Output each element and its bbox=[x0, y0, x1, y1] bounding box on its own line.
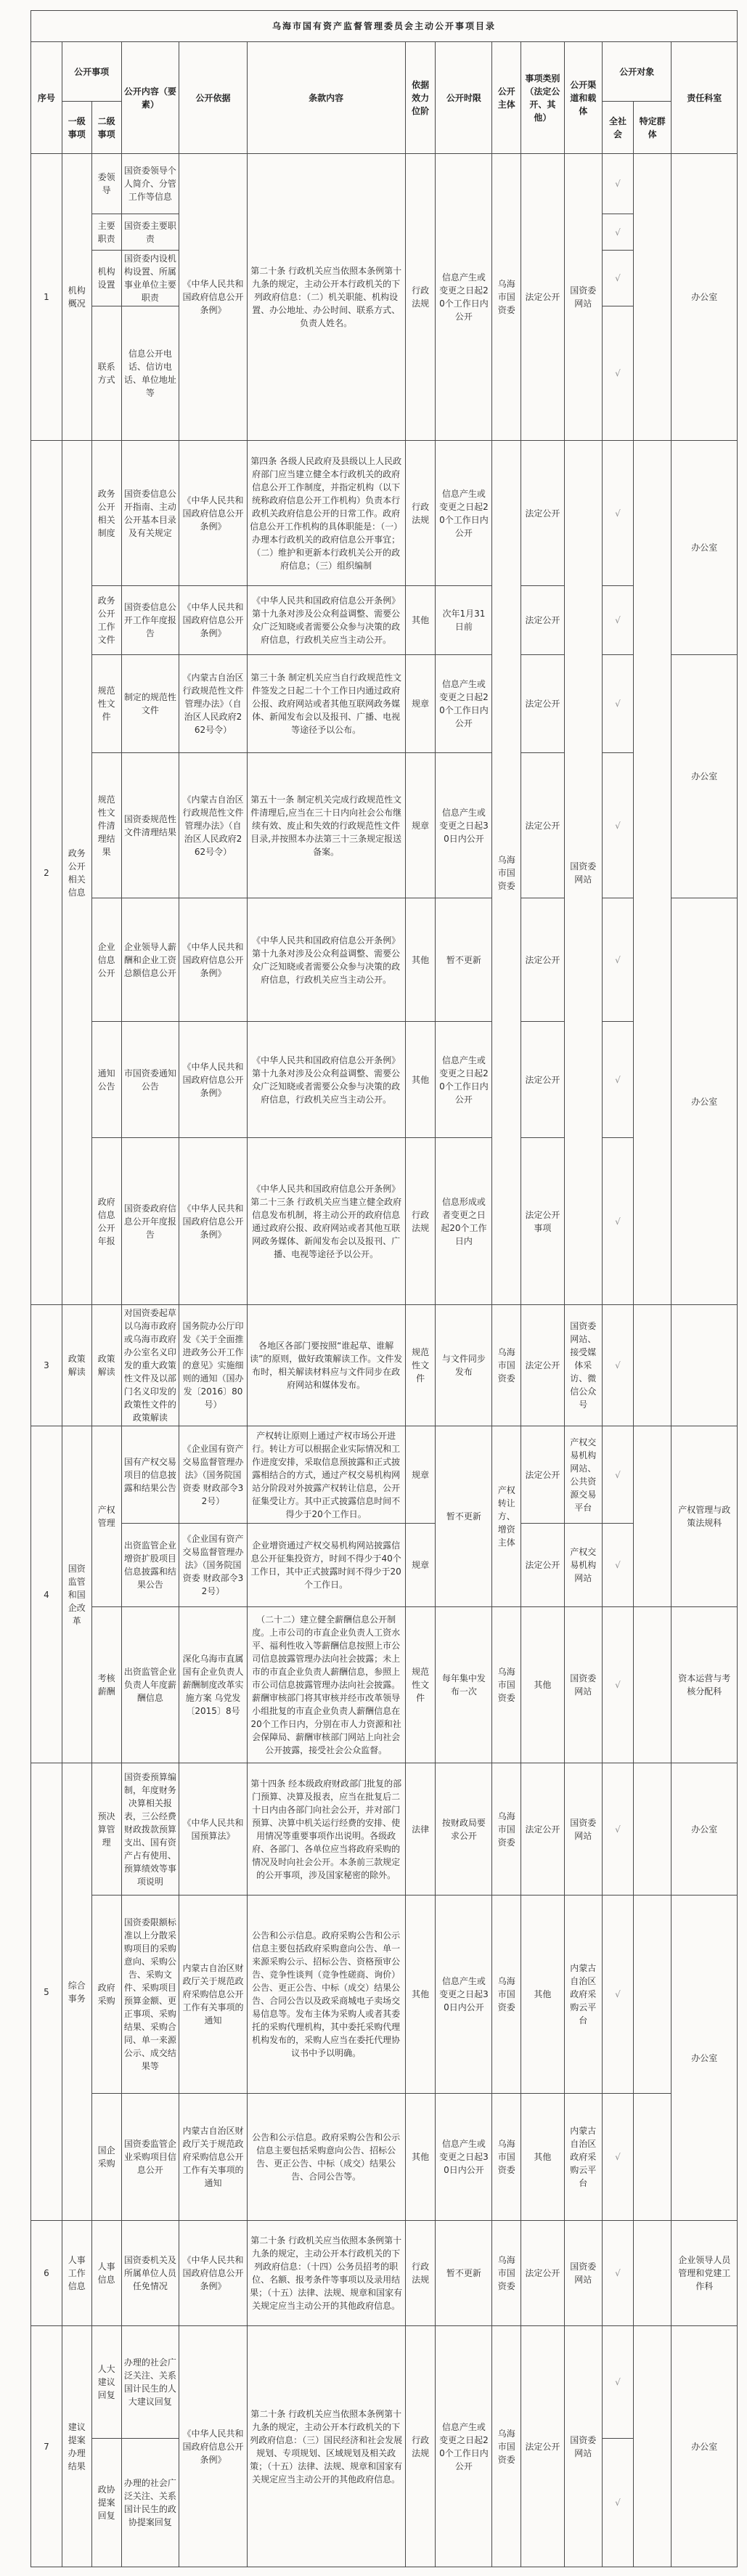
rank-cell: 其他 bbox=[405, 586, 436, 655]
subject-cell: 乌海市国资委 bbox=[492, 1607, 521, 1763]
deadline-cell: 信息产生或变更之日起20个工作日内公开 bbox=[436, 655, 492, 753]
basis-cell: 《企业国有资产交易监督管理办法》（国务院国资委 财政部令32号） bbox=[179, 1426, 247, 1524]
all-society-check: √ bbox=[603, 655, 634, 753]
header-specific-group: 特定群体 bbox=[633, 102, 672, 154]
clause-cell: 《中华人民共和国政府信息公开条例》第十九条对涉及公众利益调整、需要公众广泛知晓或者需要公众参与决策的政府信息，行政机关应当主动公开。 bbox=[247, 586, 405, 655]
deadline-cell: 信息产生或变更之日起20个工作日内公开 bbox=[436, 154, 492, 441]
category-cell: 其他 bbox=[521, 1896, 564, 2094]
level2-cell: 国企采购 bbox=[91, 2094, 121, 2221]
header-clause: 条款内容 bbox=[247, 42, 405, 154]
clause-cell: 公告和公示信息。政府采购公告和公示信息主要包括采购意向公告、招标公告、更正公告、中标（成交）结果公告、合同公告等。 bbox=[247, 2094, 405, 2221]
category-cell: 法定公开 bbox=[521, 154, 564, 441]
rank-cell: 法律 bbox=[405, 1763, 436, 1896]
subject-cell: 乌海市国资委 bbox=[492, 2094, 521, 2221]
header-basis: 公开依据 bbox=[179, 42, 247, 154]
dept-cell: 办公室 bbox=[672, 1896, 738, 2221]
category-cell: 法定公开 bbox=[521, 1426, 564, 1524]
all-society-check: √ bbox=[603, 1022, 634, 1138]
specific-group-cell bbox=[633, 1763, 672, 1896]
rank-cell: 其他 bbox=[405, 1896, 436, 2094]
deadline-cell: 与文件同步发布 bbox=[436, 1305, 492, 1426]
deadline-cell: 信息产生或变更之日起30日内公开 bbox=[436, 753, 492, 898]
basis-cell: 《中华人民共和国政府信息公开条例》 bbox=[179, 1022, 247, 1138]
deadline-cell: 暂不更新 bbox=[436, 1426, 492, 1607]
level1-cell: 机构概况 bbox=[62, 154, 91, 441]
level2-cell: 人大建议回复 bbox=[91, 2326, 121, 2439]
clause-cell: 公告和公示信息。政府采购公告和公示信息主要包括政府采购意向公告、单一来源采购公示、招标公告、资格预审公告、竞争性谈判（竞争性磋商、询价）公告、更正公告、中标（成交）结果公告、合同公告以及政采商城电子卖场交易信息等。发布主体为采购人或者其委托的采购代理机构，其中委托采购代理机构发布的，采购人应当在委托代理协议书中予以明确。 bbox=[247, 1896, 405, 2094]
all-society-check: √ bbox=[603, 1426, 634, 1524]
dept-cell: 资本运营与考核分配科 bbox=[672, 1607, 738, 1763]
header-item-l2: 二级事项 bbox=[91, 102, 121, 154]
category-cell: 法定公开事项 bbox=[521, 1138, 564, 1305]
category-cell: 法定公开 bbox=[521, 1022, 564, 1138]
level2-cell: 规范性文件清理结果 bbox=[91, 753, 121, 898]
channel-cell: 内蒙古自治区政府采购云平台 bbox=[564, 1896, 603, 2094]
rank-cell: 行政法规 bbox=[405, 154, 436, 441]
clause-cell: 第四条 各级人民政府及县级以上人民政府部门应当建立健全本行政机关的政府信息公开工作制度，并指定机构（以下统称政府信息公开工作机构）负责本行政机关政府信息公开的日常工作。政府信息公开工作机构的具体职能是：（一）办理本行政机关的政府信息公开事宜；（二）维护和更新本行政机关公开的政府信息；（三）组织编制 bbox=[247, 441, 405, 586]
all-society-check: √ bbox=[603, 2221, 634, 2326]
subject-cell: 乌海市国资委 bbox=[492, 1305, 521, 1426]
header-item-l1: 一级事项 bbox=[62, 102, 91, 154]
basis-cell: 《中华人民共和国政府信息公开条例》 bbox=[179, 441, 247, 586]
serial-cell: 4 bbox=[31, 1426, 62, 1763]
all-society-check: √ bbox=[603, 753, 634, 898]
all-society-check: √ bbox=[603, 1138, 634, 1305]
rank-cell: 行政法规 bbox=[405, 441, 436, 586]
content-cell: 出资监管企业增资扩股项目信息披露和结果公告 bbox=[121, 1524, 179, 1607]
serial-cell: 3 bbox=[31, 1305, 62, 1426]
content-cell: 信息公开电话、信访电话、单位地址等 bbox=[121, 306, 179, 441]
clause-cell: 第五十一条 制定机关完成行政规范性文件清理后,应当在三十日内向社会公布继续有效、废止和失效的行政规范性文件目录,并按照本办法第三十三条规定报送备案。 bbox=[247, 753, 405, 898]
category-cell: 法定公开 bbox=[521, 586, 564, 655]
subject-cell: 乌海市国资委 bbox=[492, 1763, 521, 1896]
channel-cell: 国资委网站 bbox=[564, 1763, 603, 1896]
level2-cell: 政务公开相关制度 bbox=[91, 441, 121, 586]
subject-cell: 乌海市国资委 bbox=[492, 441, 521, 1305]
specific-group-cell bbox=[633, 1607, 672, 1763]
dept-cell: 办公室 bbox=[672, 154, 738, 441]
content-cell: 市国资委通知公告 bbox=[121, 1022, 179, 1138]
deadline-cell: 暂不更新 bbox=[436, 2221, 492, 2326]
specific-group-cell bbox=[633, 2094, 672, 2221]
header-item: 公开事项 bbox=[62, 42, 121, 102]
rank-cell: 其他 bbox=[405, 898, 436, 1022]
serial-cell: 7 bbox=[31, 2326, 62, 2567]
all-society-check: √ bbox=[603, 1763, 634, 1896]
header-channel: 公开渠道和载体 bbox=[564, 42, 603, 154]
all-society-check: √ bbox=[603, 586, 634, 655]
level2-cell: 考核薪酬 bbox=[91, 1607, 121, 1763]
deadline-cell: 按财政局要求公开 bbox=[436, 1763, 492, 1896]
level2-cell: 人事信息 bbox=[91, 2221, 121, 2326]
channel-cell: 国资委网站 bbox=[564, 2221, 603, 2326]
header-no: 序号 bbox=[31, 42, 62, 154]
level2-cell: 委领导 bbox=[91, 154, 121, 214]
dept-cell: 企业领导人员管理和党建工作科 bbox=[672, 2221, 738, 2326]
subject-cell: 产权转让方、增资主体 bbox=[492, 1426, 521, 1607]
level2-cell: 政府采购 bbox=[91, 1896, 121, 2094]
rank-cell: 规章 bbox=[405, 753, 436, 898]
specific-group-cell bbox=[633, 1896, 672, 2094]
header-rank: 依据效力位阶 bbox=[405, 42, 436, 154]
all-society-check: √ bbox=[603, 1896, 634, 2094]
clause-cell: 产权转让原则上通过产权市场公开进行。转让方可以根据企业实际情况和工作进度安排，采取信息预披露和正式披露相结合的方式，通过产权交易机构网站分阶段对外披露产权转让信息，公开征集受让方。其中正式披露信息时间不得少于20个工作日。 bbox=[247, 1426, 405, 1524]
dept-cell: 办公室 bbox=[672, 441, 738, 655]
clause-cell: 第十四条 经本级政府财政部门批复的部门预算、决算及报表，应当在批复后二十日内由各部门向社会公开，并对部门预算、决算中机关运行经费的安排、使用情况等重要事项作出说明。各级政府、各部门、各单位应当将政府采购的情况及时向社会公开。本条前三款规定的公开事项，涉及国家秘密的除外。 bbox=[247, 1763, 405, 1896]
channel-cell: 国资委网站 bbox=[564, 441, 603, 1305]
category-cell: 法定公开 bbox=[521, 441, 564, 586]
rank-cell: 规范性文件 bbox=[405, 1607, 436, 1763]
level2-cell: 规范性文件 bbox=[91, 655, 121, 753]
basis-cell: 《中华人民共和国政府信息公开条例》 bbox=[179, 2326, 247, 2567]
basis-cell: 内蒙古自治区财政厅关于规范政府采购信息公开工作有关事项的通知 bbox=[179, 1896, 247, 2094]
level1-cell: 综合事务 bbox=[62, 1763, 91, 2221]
content-cell: 国资委机关及所属单位人员任免情况 bbox=[121, 2221, 179, 2326]
serial-cell: 2 bbox=[31, 441, 62, 1305]
level1-cell: 国资监管和国企改革 bbox=[62, 1426, 91, 1763]
category-cell: 法定公开 bbox=[521, 753, 564, 898]
content-cell: 国资委规范性文件清理结果 bbox=[121, 753, 179, 898]
category-cell: 法定公开 bbox=[521, 898, 564, 1022]
clause-cell: 各地区各部门要按照“谁起草、谁解读”的原则，做好政策解读工作。文件发布时，相关解读材料应与文件同步在政府网站和媒体发布。 bbox=[247, 1305, 405, 1426]
deadline-cell: 信息产生或变更之日起20个工作日内公开 bbox=[436, 2326, 492, 2567]
all-society-check: √ bbox=[603, 2439, 634, 2567]
serial-cell: 6 bbox=[31, 2221, 62, 2326]
content-cell: 国资委政府信息公开年度报告 bbox=[121, 1138, 179, 1305]
rank-cell: 规章 bbox=[405, 655, 436, 753]
specific-group-cell bbox=[633, 1426, 672, 1607]
basis-cell: 《内蒙古自治区行政规范性文件管理办法》（自治区人民政府262号令） bbox=[179, 655, 247, 753]
all-society-check: √ bbox=[603, 1305, 634, 1426]
clause-cell: 第二十条 行政机关应当依照本条例第十九条的规定，主动公开本行政机关的下列政府信息：（三）国民经济和社会发展规划、专项规划、区域规划及相关政策；（十五）法律、法规、规章和国家有关规定应当主动公开的其他政府信息。 bbox=[247, 2326, 405, 2567]
rank-cell: 行政法规 bbox=[405, 2221, 436, 2326]
clause-cell: 第二十条 行政机关应当依照本条例第十九条的规定，主动公开本行政机关的下列政府信息：（十四）公务员招考的职位、名额、报考条件等事项以及录用结果；（十五）法律、法规、规章和国家有关规定应当主动公开的其他政府信息。 bbox=[247, 2221, 405, 2326]
content-cell: 企业领导人薪酬和企业工资总额信息公开 bbox=[121, 898, 179, 1022]
level2-cell: 政府信息公开年报 bbox=[91, 1138, 121, 1305]
clause-cell: 第三十条 制定机关应当自行政规范性文件签发之日起二十个工作日内通过政府公报、政府网站或者其他互联网政务媒体、新闻发布会以及报刊、广播、电视等途径予以公布。 bbox=[247, 655, 405, 753]
category-cell: 法定公开 bbox=[521, 2221, 564, 2326]
specific-group-cell bbox=[633, 154, 672, 441]
header-subject: 公开主体 bbox=[492, 42, 521, 154]
level2-cell: 政协提案回复 bbox=[91, 2439, 121, 2567]
document-table bbox=[30, 10, 738, 2567]
channel-cell: 产权交易机构网站 bbox=[564, 1524, 603, 1607]
rank-cell: 规章 bbox=[405, 1426, 436, 1524]
subject-cell: 乌海市国资委 bbox=[492, 2221, 521, 2326]
content-cell: 对国资委起草以乌海市政府或乌海市政府办公室名义印发的重大政策性文件及以部门名义印发的政策性文件的政策解读 bbox=[121, 1305, 179, 1426]
content-cell: 国有产权交易项目的信息披露和结果公告 bbox=[121, 1426, 179, 1524]
channel-cell: 国资委网站、接受媒体采访、微信公众号 bbox=[564, 1305, 603, 1426]
rank-cell: 其他 bbox=[405, 1022, 436, 1138]
deadline-cell: 信息产生或变更之日起20个工作日内公开 bbox=[436, 1022, 492, 1138]
dept-cell: 办公室 bbox=[672, 655, 738, 898]
channel-cell: 国资委网站 bbox=[564, 154, 603, 441]
serial-cell: 5 bbox=[31, 1763, 62, 2221]
basis-cell: 内蒙古自治区财政厅关于规范政府采购信息公开工作有关事项的通知 bbox=[179, 2094, 247, 2221]
rank-cell: 行政法规 bbox=[405, 1138, 436, 1305]
content-cell: 国资委内设机构设置、所属事业单位主要职责 bbox=[121, 251, 179, 306]
all-society-check: √ bbox=[603, 441, 634, 586]
content-cell: 国资委预算编制，年度财务决算相关报表，三公经费财政拨款预算支出、国有资产占有使用、预算绩效等事项说明 bbox=[121, 1763, 179, 1896]
rank-cell: 规章 bbox=[405, 1524, 436, 1607]
all-society-check: √ bbox=[603, 1524, 634, 1607]
level2-cell: 产权管理 bbox=[91, 1426, 121, 1607]
channel-cell: 产权交易机构网站、公共资源交易平台 bbox=[564, 1426, 603, 1524]
deadline-cell: 信息产生或变更之日起30日内公开 bbox=[436, 2094, 492, 2221]
clause-cell: 《中华人民共和国政府信息公开条例》第十九条对涉及公众利益调整、需要公众广泛知晓或者需要公众参与决策的政府信息，行政机关应当主动公开。 bbox=[247, 1022, 405, 1138]
rank-cell: 规范性文件 bbox=[405, 1305, 436, 1426]
subject-cell: 乌海市国资委 bbox=[492, 154, 521, 441]
clause-cell: 《中华人民共和国政府信息公开条例》第十九条对涉及公众利益调整、需要公众广泛知晓或者需要公众参与决策的政府信息，行政机关应当主动公开。 bbox=[247, 898, 405, 1022]
basis-cell: 《企业国有资产交易监督管理办法》（国务院国资委 财政部令32号） bbox=[179, 1524, 247, 1607]
basis-cell: 国务院办公厅印发《关于全面推进政务公开工作的意见》实施细则的通知（国办发〔2016〕80号） bbox=[179, 1305, 247, 1426]
header-dept: 责任科室 bbox=[672, 42, 738, 154]
header-category: 事项类别（法定公开、其他） bbox=[521, 42, 564, 154]
category-cell: 法定公开 bbox=[521, 2326, 564, 2567]
category-cell: 法定公开 bbox=[521, 1524, 564, 1607]
level2-cell: 企业信息公开 bbox=[91, 898, 121, 1022]
all-society-check: √ bbox=[603, 214, 634, 251]
basis-cell: 《中华人民共和国政府信息公开条例》 bbox=[179, 1138, 247, 1305]
dept-cell bbox=[672, 1305, 738, 1426]
header-deadline: 公开时限 bbox=[436, 42, 492, 154]
content-cell: 国资委限额标准以上分散采购项目的采购意向、采购公告、采购文件、采购项目预算金额、更正事项、采购结果、采购合同、单一来源公示、成交结果等 bbox=[121, 1896, 179, 2094]
channel-cell: 国资委网站 bbox=[564, 2326, 603, 2567]
serial-cell: 1 bbox=[31, 154, 62, 441]
rank-cell: 其他 bbox=[405, 2094, 436, 2221]
specific-group-cell bbox=[633, 441, 672, 1305]
category-cell: 法定公开 bbox=[521, 1763, 564, 1896]
basis-cell: 《中华人民共和国政府信息公开条例》 bbox=[179, 586, 247, 655]
deadline-cell: 次年1月31日前 bbox=[436, 586, 492, 655]
level2-cell: 政务公开工作文件 bbox=[91, 586, 121, 655]
level1-cell: 建议提案办理结果 bbox=[62, 2326, 91, 2567]
clause-cell: 企业增资通过产权交易机构网站披露信息公开征集投资方，时间不得少于40个工作日，其中正式披露时间不得少于20个工作日。 bbox=[247, 1524, 405, 1607]
deadline-cell: 每年集中发布一次 bbox=[436, 1607, 492, 1763]
content-cell: 国资委监管企业采购项目信息公开 bbox=[121, 2094, 179, 2221]
dept-cell: 办公室 bbox=[672, 2326, 738, 2567]
deadline-cell: 信息形成或者变更之日起20个工作日内 bbox=[436, 1138, 492, 1305]
specific-group-cell bbox=[633, 2221, 672, 2326]
basis-cell: 《中华人民共和国政府信息公开条例》 bbox=[179, 2221, 247, 2326]
category-cell: 法定公开 bbox=[521, 655, 564, 753]
all-society-check: √ bbox=[603, 1607, 634, 1763]
clause-cell: （二十二）建立健全薪酬信息公开制度。上市公司的市直企业负责人工资水平、福利性收入等薪酬信息按照上市公司信息披露管理办法向社会披露；未上市的市直企业负责人薪酬信息，参照上市公司信息披露管理办法向社会披露。薪酬审核部门将其审核并经市改革领导小组批复的市直企业负责人薪酬信息在20个工作日内，分别在市人力资源和社会保障局、薪酬审核部门网站上向社会公开披露，接受社会公众监督。 bbox=[247, 1607, 405, 1763]
all-society-check: √ bbox=[603, 2094, 634, 2221]
subject-cell: 乌海市国资委 bbox=[492, 1896, 521, 2094]
clause-cell: 《中华人民共和国政府信息公开条例》第二十三条 行政机关应当建立健全政府信息发布机制，将主动公开的政府信息通过政府公报、政府网站或者其他互联网政务媒体、新闻发布会以及报刊、广播、电视等途径予以公开。 bbox=[247, 1138, 405, 1305]
level1-cell: 人事工作信息 bbox=[62, 2221, 91, 2326]
specific-group-cell bbox=[633, 1305, 672, 1426]
level2-cell: 政策解读 bbox=[91, 1305, 121, 1426]
header-all-society: 全社会 bbox=[603, 102, 634, 154]
dept-cell: 办公室 bbox=[672, 898, 738, 1305]
deadline-cell: 信息产生或变更之日起20个工作日内公开 bbox=[436, 441, 492, 586]
level2-cell: 预决算管理 bbox=[91, 1763, 121, 1896]
all-society-check: √ bbox=[603, 2326, 634, 2439]
content-cell: 办理的社会广泛关注、关系国计民生的政协提案回复 bbox=[121, 2439, 179, 2567]
header-target: 公开对象 bbox=[603, 42, 672, 102]
content-cell: 办理的社会广泛关注、关系国计民生的人大建议回复 bbox=[121, 2326, 179, 2439]
level1-cell: 政策解读 bbox=[62, 1305, 91, 1426]
basis-cell: 《中华人民共和国预算法》 bbox=[179, 1763, 247, 1896]
level2-cell: 联系方式 bbox=[91, 306, 121, 441]
level1-cell: 政务公开相关信息 bbox=[62, 441, 91, 1305]
level2-cell: 主要职责 bbox=[91, 214, 121, 251]
basis-cell: 深化乌海市直属国有企业负责人薪酬制度改革实施方案 乌党发〔2015〕8号 bbox=[179, 1607, 247, 1763]
specific-group-cell bbox=[633, 2326, 672, 2567]
deadline-cell: 暂不更新 bbox=[436, 898, 492, 1022]
channel-cell: 国资委网站 bbox=[564, 1607, 603, 1763]
page-title: 乌海市国有资产监督管理委员会主动公开事项目录 bbox=[31, 11, 738, 42]
rank-cell: 行政法规 bbox=[405, 2326, 436, 2567]
content-cell: 国资委领导个人简介、分管工作等信息 bbox=[121, 154, 179, 214]
category-cell: 其他 bbox=[521, 1607, 564, 1763]
category-cell: 法定公开 bbox=[521, 1305, 564, 1426]
dept-cell: 产权管理与政策法规科 bbox=[672, 1426, 738, 1607]
content-cell: 国资委主要职责 bbox=[121, 214, 179, 251]
dept-cell: 办公室 bbox=[672, 1763, 738, 1896]
all-society-check: √ bbox=[603, 251, 634, 306]
basis-cell: 《内蒙古自治区行政规范性文件管理办法》（自治区人民政府262号令） bbox=[179, 753, 247, 898]
level2-cell: 通知公告 bbox=[91, 1022, 121, 1138]
clause-cell: 第二十条 行政机关应当依照本条例第十九条的规定，主动公开本行政机关的下列政府信息：（二）机关职能、机构设置、办公地址、办公时间、联系方式、负责人姓名。 bbox=[247, 154, 405, 441]
content-cell: 制定的规范性文件 bbox=[121, 655, 179, 753]
all-society-check: √ bbox=[603, 154, 634, 214]
category-cell: 其他 bbox=[521, 2094, 564, 2221]
all-society-check: √ bbox=[603, 306, 634, 441]
content-cell: 出资监管企业负责人年度薪酬信息 bbox=[121, 1607, 179, 1763]
content-cell: 国资委信息公开指南、主动公开基本目录及有关规定 bbox=[121, 441, 179, 586]
all-society-check: √ bbox=[603, 898, 634, 1022]
header-content: 公开内容（要素） bbox=[121, 42, 179, 154]
deadline-cell: 信息产生或变更之日起30日内公开 bbox=[436, 1896, 492, 2094]
channel-cell: 内蒙古自治区政府采购云平台 bbox=[564, 2094, 603, 2221]
content-cell: 国资委信息公开工作年度报告 bbox=[121, 586, 179, 655]
level2-cell: 机构设置 bbox=[91, 251, 121, 306]
basis-cell: 《中华人民共和国政府信息公开条例》 bbox=[179, 154, 247, 441]
basis-cell: 《中华人民共和国政府信息公开条例》 bbox=[179, 898, 247, 1022]
subject-cell: 乌海市国资委 bbox=[492, 2326, 521, 2567]
